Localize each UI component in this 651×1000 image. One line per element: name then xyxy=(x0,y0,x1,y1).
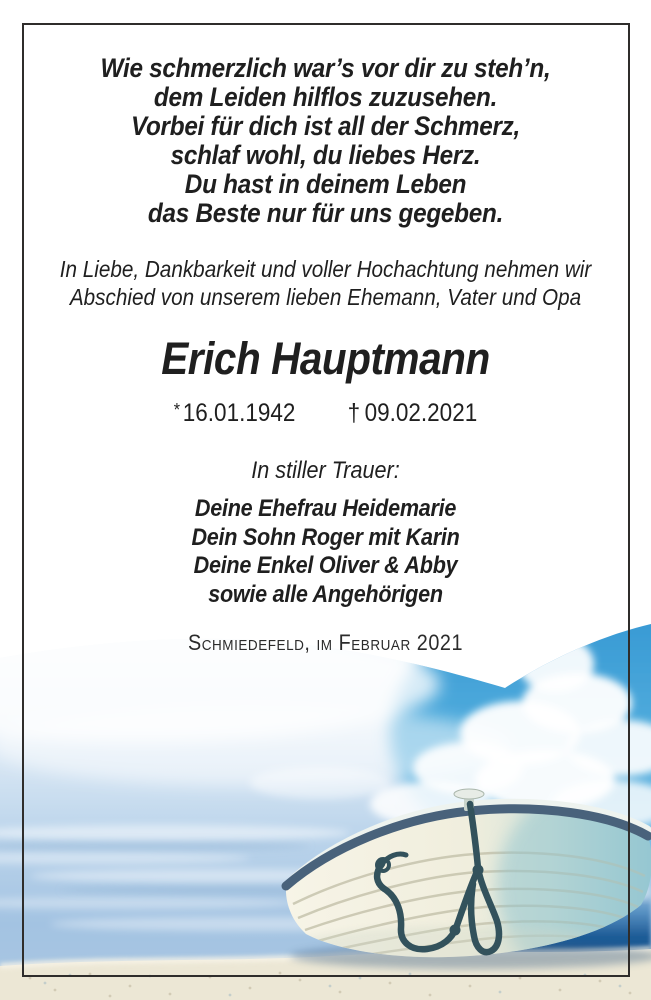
poem-line: schlaf wohl, du liebes Herz. xyxy=(170,140,481,170)
rope-knot-bottom xyxy=(450,925,461,936)
poem-line: das Beste nur für uns gegeben. xyxy=(147,198,504,228)
memorial-poem xyxy=(33,54,619,228)
life-dates xyxy=(33,399,619,428)
poem-line: Vorbei für dich ist all der Schmerz, xyxy=(130,111,521,141)
rope-knot-center xyxy=(473,865,484,876)
farewell-line: Abschied von unserem lieben Ehemann, Vater und Opa xyxy=(69,284,582,310)
death-cross-symbol: † xyxy=(347,399,361,427)
birth-date-value: 16.01.1942 xyxy=(182,399,296,427)
mourner-line: sowie alle Angehörigen xyxy=(208,580,443,608)
deceased-name: Erich Hauptmann xyxy=(161,333,490,384)
mourners-list xyxy=(33,495,619,609)
farewell-line: In Liebe, Dankbarkeit und voller Hochachtung nehmen wir xyxy=(59,256,592,282)
poem-line: Wie schmerzlich war’s vor dir zu steh’n, xyxy=(100,53,551,83)
death-date-value: 09.02.2021 xyxy=(364,399,478,427)
place-date: Schmiedefeld, im Februar 2021 xyxy=(187,630,464,655)
birth-date xyxy=(174,399,296,428)
birth-star-symbol: * xyxy=(173,400,181,420)
mourning-heading: In stiller Trauer: xyxy=(251,457,400,484)
mourner-line: Deine Ehefrau Heidemarie xyxy=(194,495,457,522)
farewell-text xyxy=(33,255,619,311)
mourner-line: Dein Sohn Roger mit Karin xyxy=(191,523,460,551)
poem-line: dem Leiden hilflos zuzusehen. xyxy=(153,82,498,112)
mourner-line: Deine Enkel Oliver & Abby xyxy=(193,552,458,579)
beach-boat-photo xyxy=(0,618,651,1000)
poem-line: Du hast in deinem Leben xyxy=(184,169,467,199)
death-date xyxy=(348,399,478,428)
